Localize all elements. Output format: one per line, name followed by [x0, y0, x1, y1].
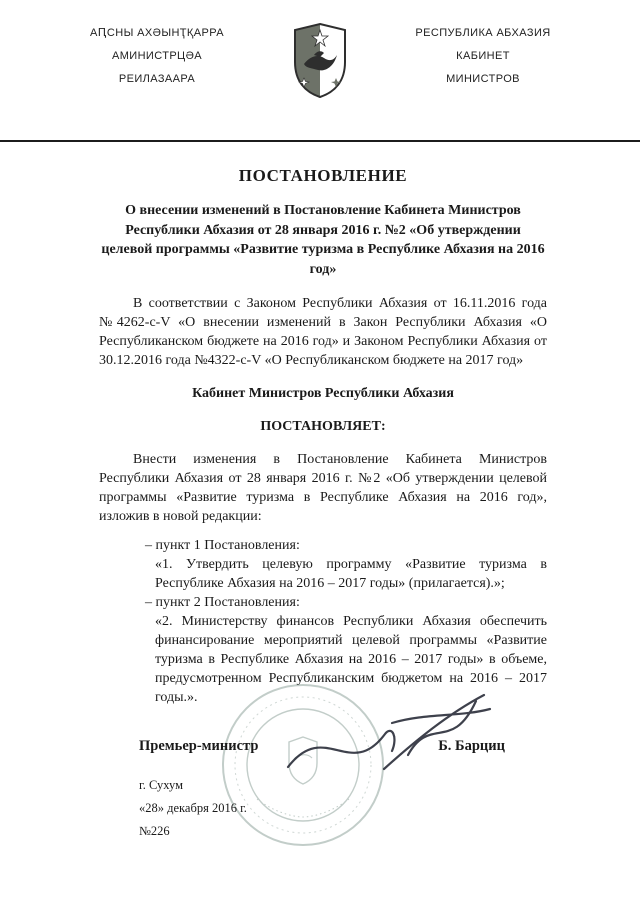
signature-place: г. Сухум: [139, 778, 184, 792]
document-title: ПОСТАНОВЛЕНИЕ: [238, 166, 408, 185]
signature-date: «28» декабря 2016 г.: [139, 801, 247, 815]
signer-name: Б. Барциц: [438, 738, 505, 754]
letterhead-right: [352, 22, 614, 91]
signature-scrawl: [280, 689, 495, 784]
signature-area: [99, 737, 547, 843]
list-item-label: – пункт 1 Постановления:: [145, 538, 300, 553]
dateline: [99, 774, 547, 843]
resolution-keyword: ПОСТАНОВЛЯЕТ:: [260, 419, 386, 434]
letterhead-left: [26, 22, 288, 91]
list-item-text: «1. Утвердить целевую программу «Развитие туризма в Республике Абхазия на 2016 – 2017 годы» (прилагается).»;: [155, 557, 547, 591]
letterhead-left-line: АԤСНЫ АХӘЫНҬҚАРРА: [90, 27, 224, 39]
letterhead-right-line: МИНИСТРОВ: [446, 73, 520, 85]
preamble-paragraph: В соответствии с Законом Республики Абхазия от 16.11.2016 года №4262-с-V «О внесении изменений в Закон Республики Абхазия «О Республиканском бюджете на 2016 год» и Законом Республики Абхазия от 30.12.2016 года №4322-с-V «О Республиканском бюджете на 2017 год»: [99, 296, 547, 368]
letterhead-left-line: РЕИЛАЗААРА: [118, 73, 196, 85]
letterhead-right-line: КАБИНЕТ: [456, 50, 510, 62]
letterhead: [0, 22, 640, 100]
list-item-text: «2. Министерству финансов Республики Абхазия обеспечить финансирование мероприятий целевой программы «Развитие туризма в Республике Абхазия на 2016 – 2017 годы» в объеме, предусмотренном Республиканским бюджетом на 2016 – 2017 годы.».: [155, 614, 547, 705]
document-content: [99, 160, 547, 843]
document-subject: О внесении изменений в Постановление Кабинета Министров Республики Абхазия от 28 января 2016 г. №2 «Об утверждении целевой программы «Развитие туризма в Республике Абхазия на 2016 год»: [101, 203, 545, 277]
letterhead-divider: [0, 140, 640, 142]
letterhead-right-line: РЕСПУБЛИКА АБХАЗИЯ: [415, 27, 551, 39]
document-number: №226: [139, 824, 170, 838]
issuing-authority: Кабинет Министров Республики Абхазия: [192, 386, 454, 401]
list-item-label: – пункт 2 Постановления:: [145, 595, 300, 610]
letterhead-left-line: АМИНИСТРЦӘА: [111, 50, 203, 62]
signer-position: Премьер-министр: [139, 738, 259, 754]
coat-of-arms-icon: [288, 22, 352, 100]
body-intro-paragraph: Внести изменения в Постановление Кабинета Министров Республики Абхазия от 28 января 2016 г. №2 «Об утверждении целевой программы «Развитие туризма в Республике Абхазия на 2016 год», изложив в новой редакции:: [99, 452, 547, 524]
